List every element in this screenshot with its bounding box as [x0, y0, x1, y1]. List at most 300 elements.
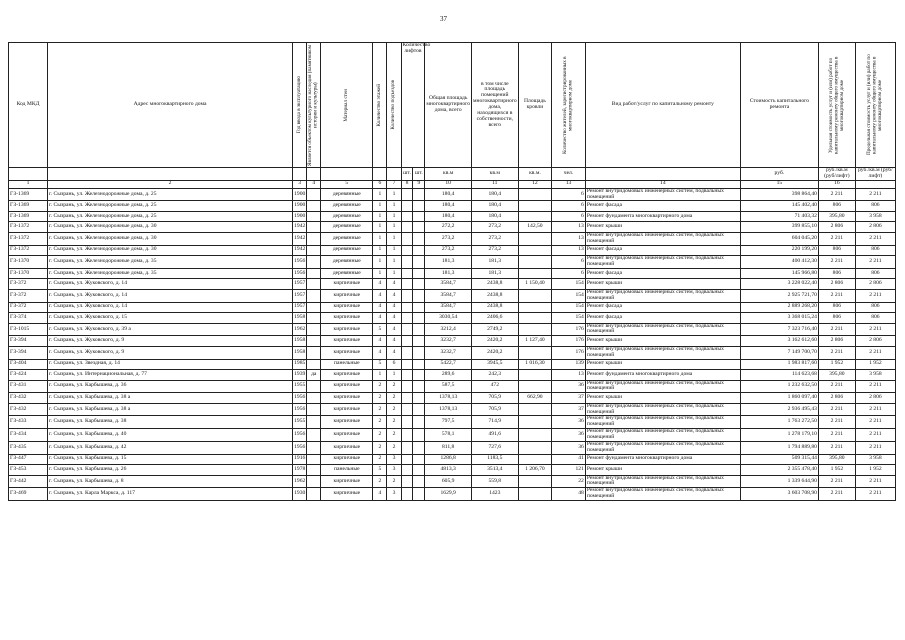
cell-cost: 1 763 272,50 [740, 416, 818, 429]
cell-floors: 1 [373, 211, 387, 222]
cell-code: ГЗ-372 [9, 279, 48, 290]
cell-lifts-pass [401, 245, 413, 256]
cell-work: Ремонт фасада [585, 302, 740, 313]
cell-year: 1900 [293, 211, 307, 222]
cell-unit-cost: 2 211 [818, 323, 855, 336]
cell-wall: кирпичные [321, 302, 373, 313]
unit-cost: руб. [740, 168, 818, 181]
table-row [9, 256, 896, 269]
cell-owned-area: 705,9 [471, 403, 518, 416]
cell-residents: 6 [552, 256, 586, 269]
cell-lifts-pass [401, 346, 413, 359]
cell-residents: 176 [552, 346, 586, 359]
cell-unit-cost: 2 211 [818, 188, 855, 201]
cell-lifts-pass [401, 403, 413, 416]
cell-roof-area [518, 232, 552, 245]
cell-wall: деревянные [321, 211, 373, 222]
cell-address: г. Сызрань, ул. Карбышева, д. 15 [48, 454, 293, 465]
cell-heritage [307, 393, 321, 404]
cell-lifts-cargo [413, 232, 425, 245]
cell-cost: 3 603 708,90 [740, 488, 818, 501]
cell-floors: 5 [373, 359, 387, 370]
cell-lifts-pass [401, 465, 413, 476]
cell-year: 1957 [293, 302, 307, 313]
cell-year: 1958 [293, 336, 307, 347]
header-cost: Стоимость капитального ремонта [740, 43, 818, 168]
cell-heritage [307, 232, 321, 245]
cell-lifts-cargo [413, 393, 425, 404]
column-number: 7 [387, 180, 401, 188]
cell-code: ГЗ-447 [9, 454, 48, 465]
cell-residents: 36 [552, 429, 586, 442]
cell-cost: 604 045,20 [740, 232, 818, 245]
cell-cost: 114 623,68 [740, 370, 818, 381]
cell-residents: 37 [552, 393, 586, 404]
cell-work: Ремонт внутридомовых инженерных систем, подвальных помещений [585, 256, 740, 269]
cell-lifts-pass [401, 256, 413, 269]
cell-heritage [307, 336, 321, 347]
cell-owned-area: 273,2 [471, 222, 518, 233]
cell-entrances: 2 [387, 441, 401, 454]
column-number: 8 [401, 180, 413, 188]
cell-floors: 1 [373, 222, 387, 233]
cell-work: Ремонт внутридомовых инженерных систем, подвальных помещений [585, 403, 740, 416]
column-number: 5 [321, 180, 373, 188]
cell-residents: 13 [552, 245, 586, 256]
cell-lifts-cargo [413, 302, 425, 313]
cell-max-cost: 2 211 [855, 256, 895, 269]
cell-total-area: 272,2 [425, 222, 472, 233]
cell-address: г. Сызрань, ул. Карла Маркса, д. 117 [48, 488, 293, 501]
cell-floors: 1 [373, 232, 387, 245]
cell-entrances: 1 [387, 211, 401, 222]
cell-year: 1956 [293, 403, 307, 416]
cell-lifts-cargo [413, 416, 425, 429]
cell-total-area: 180,4 [425, 201, 472, 212]
table-row [9, 201, 896, 212]
unit-total-area: кв.м [425, 168, 472, 181]
cell-unit-cost: 2 211 [818, 232, 855, 245]
cell-code: ГЗ-372 [9, 302, 48, 313]
cell-cost: 145 966,80 [740, 268, 818, 279]
cell-lifts-cargo [413, 268, 425, 279]
column-number: 4 [307, 180, 321, 188]
cell-entrances: 1 [387, 222, 401, 233]
cell-total-area: 811,8 [425, 441, 472, 454]
column-number: 12 [518, 180, 552, 188]
cell-roof-area [518, 188, 552, 201]
cell-address: г. Сызрань, ул. Жуковского, д. 14 [48, 289, 293, 302]
cell-floors: 2 [373, 441, 387, 454]
table-row [9, 232, 896, 245]
cell-year: 1900 [293, 201, 307, 212]
cell-entrances: 4 [387, 279, 401, 290]
cell-address: г. Сызрань, ул. Карбышева, д. 40 [48, 429, 293, 442]
cell-address: г. Сызрань, ул. Железнодорожные дома, д. 30 [48, 222, 293, 233]
cell-wall: кирпичные [321, 323, 373, 336]
cell-wall: деревянные [321, 222, 373, 233]
cell-owned-area: 2406,6 [471, 313, 518, 324]
cell-heritage [307, 188, 321, 201]
cell-residents: 36 [552, 441, 586, 454]
header-address: Адрес многоквартирного дома [48, 43, 293, 168]
cell-address: г. Сызрань, ул. Карбышева, д. 38 а [48, 403, 293, 416]
cell-code: ГЗ-469 [9, 488, 48, 501]
cell-unit-cost: 2 211 [818, 441, 855, 454]
cell-owned-area: 559,8 [471, 475, 518, 488]
cell-lifts-cargo [413, 222, 425, 233]
cell-owned-area: 2420,2 [471, 346, 518, 359]
cell-code: ГЗ-432 [9, 403, 48, 416]
cell-code: ГЗ-372 [9, 289, 48, 302]
cell-cost: 3 368 015,24 [740, 313, 818, 324]
cell-year: 1958 [293, 313, 307, 324]
cell-roof-area [518, 313, 552, 324]
cell-floors: 2 [373, 454, 387, 465]
cell-address: г. Сызрань, ул. Железнодорожные дома, д. 25 [48, 211, 293, 222]
cell-unit-cost: 1 952 [818, 465, 855, 476]
cell-lifts-cargo [413, 441, 425, 454]
cell-residents: 154 [552, 302, 586, 313]
cell-work: Ремонт внутридомовых инженерных систем, подвальных помещений [585, 475, 740, 488]
unit-lifts-cargo: шт. [413, 168, 425, 181]
cell-max-cost: 806 [855, 313, 895, 324]
cell-max-cost: 2 211 [855, 188, 895, 201]
cell-cost: 398 864,40 [740, 188, 818, 201]
cell-cost: 1 794 889,80 [740, 441, 818, 454]
cell-lifts-cargo [413, 256, 425, 269]
cell-code: ГЗ-432 [9, 393, 48, 404]
cell-heritage [307, 256, 321, 269]
header-total-area: Общая площадь многоквартирного дома, всего [425, 43, 472, 168]
cell-roof-area [518, 416, 552, 429]
header-max-cost: Предельная стоимость услуг и (или) работ по капитальному ремонту общего имущества в многоквартирном доме [866, 54, 884, 156]
cell-wall: кирпичные [321, 429, 373, 442]
cell-owned-area: 491,6 [471, 429, 518, 442]
header-lifts: Количество лифтов [401, 43, 425, 168]
cell-work: Ремонт внутридомовых инженерных систем, подвальных помещений [585, 441, 740, 454]
cell-total-area: 273,2 [425, 245, 472, 256]
header-owned-area: в том числе площадь помещений многоквартирного дома, находящихся в собственности, всего [471, 43, 518, 168]
cell-roof-area [518, 441, 552, 454]
cell-work: Ремонт внутридомовых инженерных систем, подвальных помещений [585, 289, 740, 302]
cell-floors: 2 [373, 416, 387, 429]
cell-address: г. Сызрань, ул. Железнодорожные дома, д. 35 [48, 268, 293, 279]
cell-roof-area [518, 488, 552, 501]
cell-owned-area: 714,9 [471, 416, 518, 429]
cell-total-area: 3232,7 [425, 336, 472, 347]
cell-residents: 6 [552, 188, 586, 201]
cell-owned-area: 2438,8 [471, 289, 518, 302]
cell-work: Ремонт внутридомовых инженерных систем, подвальных помещений [585, 232, 740, 245]
cell-floors: 4 [373, 488, 387, 501]
cell-unit-cost: 2 211 [818, 403, 855, 416]
cell-unit-cost: 2 211 [818, 416, 855, 429]
cell-code: ГЗ-1369 [9, 188, 48, 201]
cell-total-area: 1286,8 [425, 454, 472, 465]
cell-unit-cost: 2 806 [818, 336, 855, 347]
cell-cost: 1 232 632,50 [740, 380, 818, 393]
cell-year: 1956 [293, 268, 307, 279]
cell-cost: 2 925 721,70 [740, 289, 818, 302]
cell-owned-area: 3945,5 [471, 359, 518, 370]
cell-work: Ремонт внутридомовых инженерных систем, подвальных помещений [585, 188, 740, 201]
column-number: 14 [585, 180, 740, 188]
table-row [9, 416, 896, 429]
table-row [9, 370, 896, 381]
cell-unit-cost: 806 [818, 201, 855, 212]
column-number-pad [855, 180, 895, 188]
cell-owned-area: 3513,4 [471, 465, 518, 476]
cell-address: г. Сызрань, ул. Карбышева, д. 38 а [48, 393, 293, 404]
cell-work: Ремонт фундамента многоквартирного дома [585, 454, 740, 465]
table-row [9, 380, 896, 393]
cell-code: ГЗ-431 [9, 380, 48, 393]
cell-lifts-pass [401, 302, 413, 313]
cell-roof-area [518, 245, 552, 256]
cell-total-area: 181,3 [425, 256, 472, 269]
cell-wall: кирпичные [321, 336, 373, 347]
cell-year: 1962 [293, 323, 307, 336]
table-row [9, 245, 896, 256]
cell-entrances: 2 [387, 403, 401, 416]
cell-heritage [307, 313, 321, 324]
cell-year: 1955 [293, 380, 307, 393]
cell-cost: 399 855,10 [740, 222, 818, 233]
cell-heritage [307, 403, 321, 416]
cell-residents: 154 [552, 279, 586, 290]
cell-unit-cost: 395,80 [818, 454, 855, 465]
table-row [9, 441, 896, 454]
cell-lifts-cargo [413, 188, 425, 201]
cell-total-area: 1629,9 [425, 488, 472, 501]
cell-entrances: 2 [387, 416, 401, 429]
cell-lifts-pass [401, 370, 413, 381]
cell-lifts-cargo [413, 289, 425, 302]
cell-residents: 176 [552, 323, 586, 336]
cell-address: г. Сызрань, ул. Жуковского, д. 9 [48, 346, 293, 359]
cell-work: Ремонт внутридомовых инженерных систем, подвальных помещений [585, 380, 740, 393]
cell-max-cost: 2 806 [855, 279, 895, 290]
unit-roof-area: кв.м. [518, 168, 552, 181]
cell-year: 1939 [293, 370, 307, 381]
cell-residents: 121 [552, 465, 586, 476]
cell-year: 1985 [293, 359, 307, 370]
cell-year: 1916 [293, 454, 307, 465]
table-row [9, 403, 896, 416]
cell-year: 1957 [293, 279, 307, 290]
cell-lifts-cargo [413, 245, 425, 256]
cell-year: 1957 [293, 289, 307, 302]
repair-program-table [8, 42, 896, 501]
cell-unit-cost: 2 211 [818, 256, 855, 269]
header-unit-cost: Удельная стоимость услуг и (или) работ по капитальному ремонту общего имущества в многоквартирном доме [827, 56, 845, 154]
cell-unit-cost: 806 [818, 302, 855, 313]
cell-wall: кирпичные [321, 441, 373, 454]
cell-wall: кирпичные [321, 279, 373, 290]
cell-max-cost: 1 952 [855, 465, 895, 476]
unit-lifts-pass: шт. [401, 168, 413, 181]
cell-unit-cost: 2 806 [818, 222, 855, 233]
cell-wall: кирпичные [321, 393, 373, 404]
cell-owned-area: 705,9 [471, 393, 518, 404]
cell-max-cost: 806 [855, 302, 895, 313]
cell-max-cost: 2 211 [855, 380, 895, 393]
cell-owned-area: 180,4 [471, 211, 518, 222]
cell-code: ГЗ-1370 [9, 268, 48, 279]
cell-heritage [307, 380, 321, 393]
cell-roof-area [518, 256, 552, 269]
units-row [9, 168, 896, 181]
cell-heritage [307, 465, 321, 476]
table-row [9, 393, 896, 404]
cell-residents: 13 [552, 232, 586, 245]
table-row [9, 488, 896, 501]
cell-max-cost: 2 211 [855, 232, 895, 245]
cell-lifts-cargo [413, 279, 425, 290]
cell-roof-area [518, 380, 552, 393]
cell-total-area: 4813,3 [425, 465, 472, 476]
cell-lifts-cargo [413, 211, 425, 222]
cell-lifts-cargo [413, 465, 425, 476]
cell-work: Ремонт крыши [585, 279, 740, 290]
cell-unit-cost: 2 806 [818, 279, 855, 290]
table-row [9, 313, 896, 324]
cell-roof-area [518, 346, 552, 359]
cell-address: г. Сызрань, ул. Карбышева, д. 26 [48, 465, 293, 476]
cell-code: ГЗ-434 [9, 429, 48, 442]
cell-residents: 6 [552, 268, 586, 279]
cell-cost: 1 860 097,40 [740, 393, 818, 404]
cell-lifts-cargo [413, 488, 425, 501]
header-heritage: Является объектом культурного наследия (памятником истории и культуры) [307, 44, 319, 166]
cell-code: ГЗ-394 [9, 346, 48, 359]
cell-heritage [307, 268, 321, 279]
cell-max-cost: 806 [855, 245, 895, 256]
cell-wall: деревянные [321, 245, 373, 256]
cell-address: г. Сызрань, ул. Карбышева, д. 8 [48, 475, 293, 488]
cell-lifts-pass [401, 279, 413, 290]
cell-lifts-pass [401, 232, 413, 245]
cell-entrances: 4 [387, 336, 401, 347]
cell-unit-cost: 806 [818, 313, 855, 324]
cell-unit-cost: 395,80 [818, 370, 855, 381]
cell-year: 1956 [293, 393, 307, 404]
cell-unit-cost: 806 [818, 245, 855, 256]
cell-address: г. Сызрань, ул. Железнодорожные дома, д. 30 [48, 245, 293, 256]
unit-residents: чел. [552, 168, 586, 181]
cell-unit-cost: 806 [818, 268, 855, 279]
cell-work: Ремонт крыши [585, 222, 740, 233]
cell-floors: 1 [373, 370, 387, 381]
cell-max-cost: 2 211 [855, 475, 895, 488]
table-row [9, 211, 896, 222]
cell-work: Ремонт крыши [585, 336, 740, 347]
cell-year: 1942 [293, 222, 307, 233]
header-roof-area: Площадь кровли [518, 43, 552, 168]
cell-lifts-pass [401, 475, 413, 488]
cell-roof-area [518, 370, 552, 381]
cell-work: Ремонт фасада [585, 268, 740, 279]
cell-code: ГЗ-1372 [9, 232, 48, 245]
cell-entrances: 1 [387, 188, 401, 201]
cell-entrances: 4 [387, 346, 401, 359]
cell-work: Ремонт внутридомовых инженерных систем, подвальных помещений [585, 416, 740, 429]
cell-unit-cost: 2 806 [818, 393, 855, 404]
cell-max-cost: 1 952 [855, 359, 895, 370]
cell-residents: 139 [552, 359, 586, 370]
cell-heritage [307, 211, 321, 222]
cell-residents: 13 [552, 222, 586, 233]
cell-work: Ремонт фундамента многоквартирного дома [585, 370, 740, 381]
cell-cost: 7 149 700,70 [740, 346, 818, 359]
cell-total-area: 180,4 [425, 188, 472, 201]
table-row [9, 454, 896, 465]
cell-work: Ремонт крыши [585, 393, 740, 404]
cell-lifts-pass [401, 488, 413, 501]
cell-roof-area [518, 302, 552, 313]
cell-floors: 5 [373, 465, 387, 476]
page-number: 37 [440, 15, 447, 23]
cell-work: Ремонт фундамента многоквартирного дома [585, 211, 740, 222]
cell-floors: 4 [373, 279, 387, 290]
cell-max-cost: 2 806 [855, 336, 895, 347]
cell-roof-area [518, 289, 552, 302]
cell-code: ГЗ-374 [9, 313, 48, 324]
cell-address: г. Сызрань, ул. Звездная, д. 14 [48, 359, 293, 370]
cell-roof-area [518, 323, 552, 336]
cell-owned-area: 1183,5 [471, 454, 518, 465]
cell-total-area: 1378,13 [425, 403, 472, 416]
cell-wall: панельные [321, 465, 373, 476]
cell-entrances: 1 [387, 245, 401, 256]
cell-cost: 2 355 478,40 [740, 465, 818, 476]
cell-code: ГЗ-1015 [9, 323, 48, 336]
cell-lifts-pass [401, 454, 413, 465]
header-wall-material: Материал стен [343, 88, 350, 122]
cell-lifts-pass [401, 429, 413, 442]
cell-wall: кирпичные [321, 370, 373, 381]
cell-total-area: 3030,54 [425, 313, 472, 324]
cell-total-area: 289,6 [425, 370, 472, 381]
cell-roof-area [518, 201, 552, 212]
cell-heritage [307, 416, 321, 429]
cell-max-cost: 2 211 [855, 346, 895, 359]
cell-cost: 1 278 179,10 [740, 429, 818, 442]
cell-max-cost: 2 211 [855, 416, 895, 429]
cell-heritage [307, 488, 321, 501]
header-entrances: Количество подъездов [390, 80, 397, 130]
cell-lifts-pass [401, 359, 413, 370]
cell-address: г. Сызрань, ул. Жуковского, д. 14 [48, 279, 293, 290]
cell-floors: 4 [373, 289, 387, 302]
cell-owned-area: 727,6 [471, 441, 518, 454]
cell-work: Ремонт внутридомовых инженерных систем, подвальных помещений [585, 429, 740, 442]
cell-floors: 4 [373, 313, 387, 324]
cell-floors: 1 [373, 201, 387, 212]
header-work-type: Вид работ/услуг по капитальному ремонту [585, 43, 740, 168]
cell-heritage [307, 289, 321, 302]
cell-unit-cost: 395,80 [818, 211, 855, 222]
cell-wall: кирпичные [321, 488, 373, 501]
cell-max-cost: 2 806 [855, 222, 895, 233]
cell-lifts-cargo [413, 201, 425, 212]
cell-floors: 1 [373, 256, 387, 269]
table-body [9, 188, 896, 500]
cell-heritage [307, 245, 321, 256]
table-row [9, 359, 896, 370]
cell-lifts-pass [401, 289, 413, 302]
